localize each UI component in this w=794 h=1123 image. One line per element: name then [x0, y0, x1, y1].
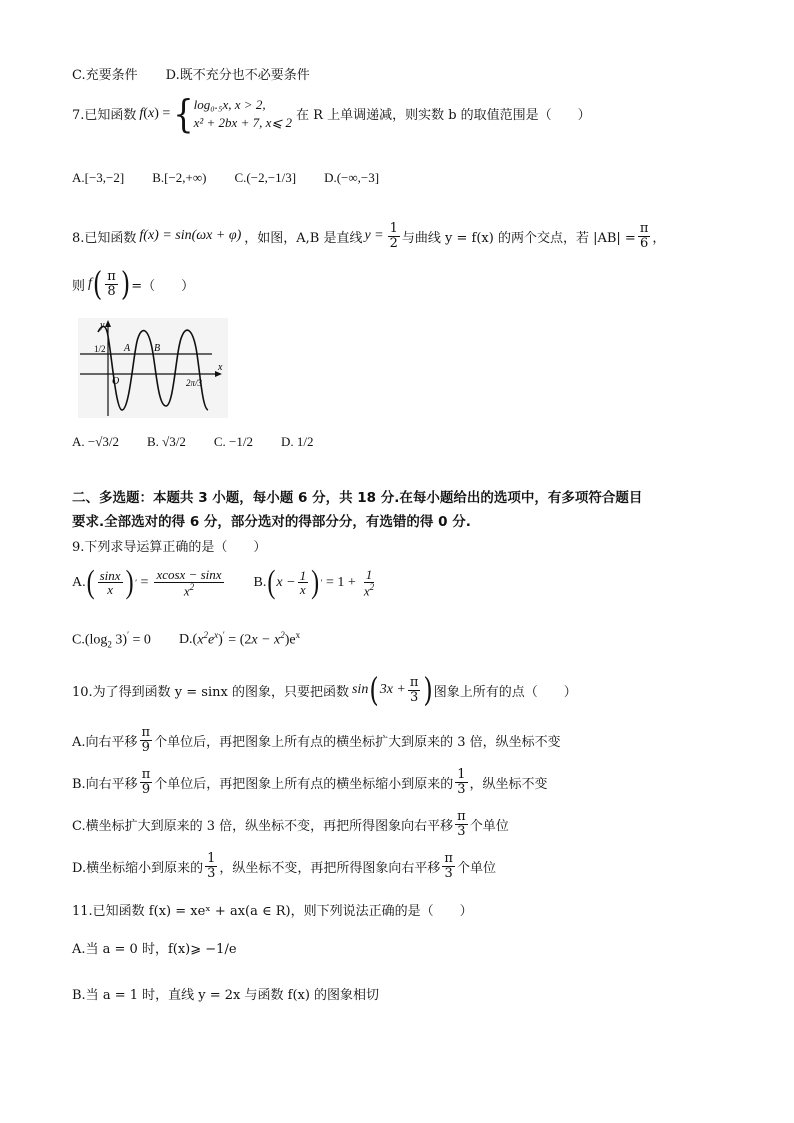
- graph-tick-2pi-3: 2π/3: [186, 378, 203, 388]
- q8-stem: 8.已知函数 f(x) = sin(ωx + φ) ，如图，A,B 是直线 y = $\frac{1}{2}$ 与曲线 y = f(x) 的两个交点，若 |AB| = $\frac{\pi}{6}$ ，: [72, 221, 666, 251]
- q8-option-a: A. −√3/2: [72, 434, 119, 449]
- q8-option-c: C. −1/2: [213, 434, 254, 449]
- q11-option-a: A.当 a = 0 时，f(x)⩾ −1/e: [72, 942, 237, 957]
- q7-case-1: log₀.₅x, x > 2,: [193, 97, 266, 112]
- graph-x-label: x: [218, 362, 223, 373]
- q10-stem: 10.为了得到函数 y = sinx 的图象，只要把函数 sin ( 3x + $\frac{\pi}{3}$ ) 图象上所有的点（ ）: [72, 671, 577, 710]
- q7-option-d: D.(−∞,−3]: [324, 170, 380, 185]
- q7-case-2: x² + 2bx + 7, x⩽ 2: [193, 114, 293, 130]
- q8-option-d: D. 1/2: [281, 434, 314, 449]
- q8-sine-graph: [78, 318, 228, 418]
- q7-suffix: 在 R 上单调递减，则实数 b 的取值范围是（ ）: [296, 108, 591, 124]
- q8-mid: ，如图，A,B 是直线: [244, 230, 363, 246]
- q7-option-a: A.[−3,−2]: [72, 170, 125, 185]
- q11-stem: 11.已知函数 f(x) = xeˣ + ax(a ∈ R)，则下列说法正确的是（ ）: [72, 904, 473, 919]
- q10-option-b: B.向右平移 $\frac{\pi}{9}$ 个单位后，再把图象上所有点的横坐标缩小到原来的 $\frac{1}{3}$ ，纵坐标不变: [72, 767, 548, 797]
- q11-option-b: B.当 a = 1 时，直线 y = 2x 与函数 f(x) 的图象相切: [72, 988, 380, 1003]
- q9-options-cd: $C.(\log_2$ 3)′ = 0 D.( $x^2e^x$ )′ = (2 $x - x^2$ )$e^x$: [72, 630, 301, 650]
- graph-half-label: 1/2: [94, 344, 106, 354]
- q8-func: f(x) = sin(ωx + φ): [139, 228, 242, 244]
- graph-y-label: y: [100, 320, 105, 331]
- q10-option-c: C.横坐标扩大到原来的 3 倍，纵坐标不变，再把所得图象向右平移 $\frac{\pi}{3}$ 个单位: [72, 809, 509, 839]
- graph-point-b: B: [154, 343, 161, 354]
- q10-option-a: A.向右平移 $\frac{\pi}{9}$ 个单位后，再把图象上所有点的横坐标扩大到原来的 3 倍，纵坐标不变: [72, 725, 561, 755]
- q7-options: [72, 170, 379, 186]
- q6-option-d: D.既不充分也不必要条件: [165, 68, 310, 83]
- q8-options: [72, 434, 314, 450]
- q10-option-d: D.横坐标缩小到原来的 $\frac{1}{3}$ ，纵坐标不变，再把所得图象向右平移 $\frac{\pi}{3}$ 个单位: [72, 851, 496, 881]
- q7-prefix: 7.已知函数: [72, 108, 137, 124]
- q6-options-cd: [72, 64, 310, 83]
- q8-ask: 则 f ( $\frac{\pi}{8}$ ) =（ ）: [72, 265, 195, 304]
- q7-option-c: C.(−2,−1/3]: [234, 170, 297, 185]
- q8-mid2: 与曲线 y = f(x) 的两个交点，若 |AB| =: [401, 230, 636, 246]
- q8-option-b: B. √3/2: [146, 434, 186, 449]
- q9-stem: 9.下列求导运算正确的是（ ）: [72, 540, 267, 555]
- section2-heading-line2: 要求.全部选对的得 6 分，部分选对的得部分分，有选错的得 0 分.: [72, 514, 471, 530]
- q7-stem: 7.已知函数 f(x) = { log₀.₅x, x > 2, x² + 2bx + 7, x⩽ 2 在 R 上单调递减，则实数 b 的取值范围是（ ）: [72, 90, 591, 137]
- q7-piecewise: [194, 96, 292, 131]
- q6-option-c: C.充要条件: [72, 68, 138, 83]
- q8-prefix: 8.已知函数: [72, 230, 137, 246]
- q7-option-b: B.[−2,+∞): [152, 170, 207, 185]
- graph-origin-label: O: [112, 376, 120, 387]
- section2-heading-line1: 二、多选题：本题共 3 小题，每小题 6 分，共 18 分.在每小题给出的选项中，有多项符合题目: [72, 490, 643, 506]
- q9-options-ab: A. ( $\frac{\sin x}{x}$ ) ′ = $\frac{xcosx - \sin x}{x^2}$ B. ( x − $\frac{1}{x}$ ) ′ = 1 + $\frac{1}{x^2}$: [72, 565, 375, 601]
- graph-point-a: A: [124, 343, 131, 354]
